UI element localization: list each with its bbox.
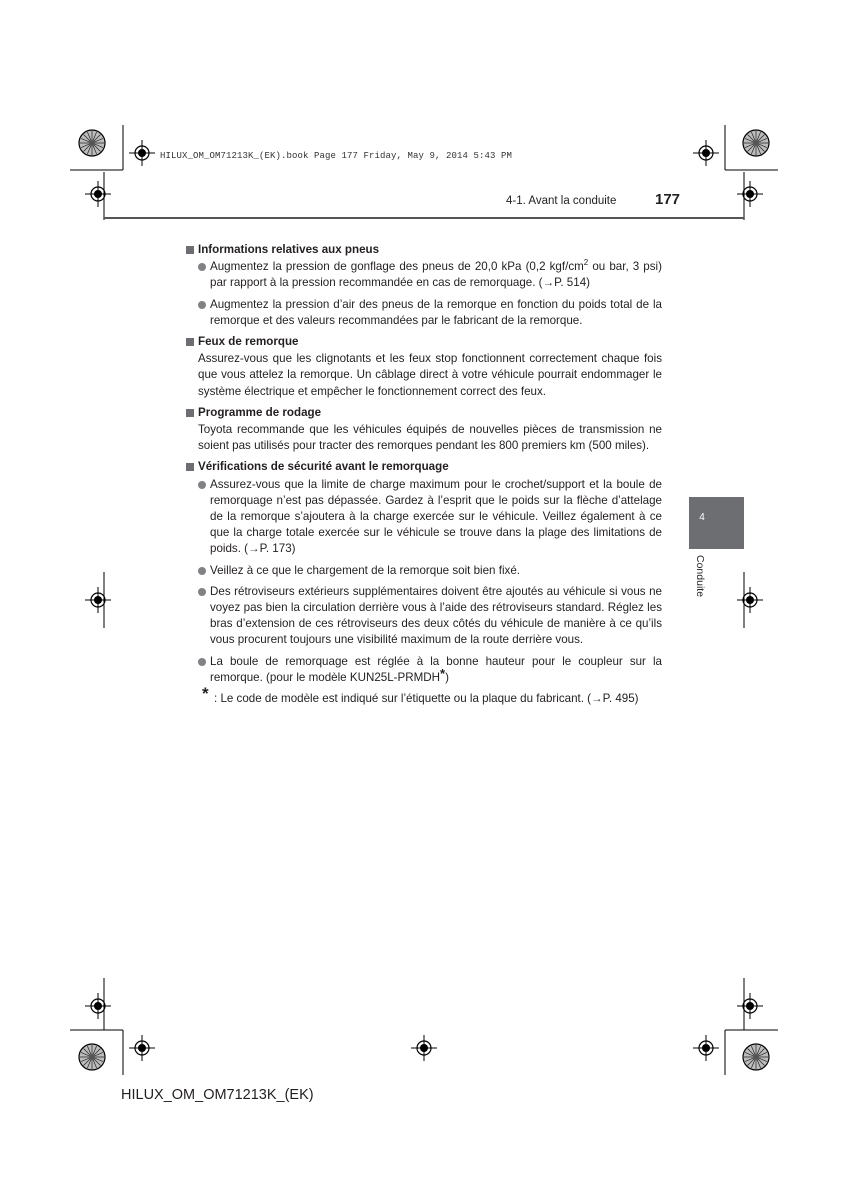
- list-item: Veillez à ce que le chargement de la remorque soit bien fixé.: [186, 563, 662, 579]
- square-bullet-icon: [186, 338, 194, 346]
- chapter-tab-number: 4: [699, 512, 705, 523]
- square-bullet-icon: [186, 463, 194, 471]
- round-bullet-icon: [198, 301, 206, 309]
- registration-wheel-top-left: [79, 130, 105, 156]
- chapter-tab-label-wrap: [690, 555, 714, 615]
- section-heading-tires: Informations relatives aux pneus: [186, 242, 662, 258]
- list-item: Augmentez la pression d’air des pneus de la remorque en fonction du poids total de la remorque et des valeurs recommandées par le fabricant de la remorque.: [186, 297, 662, 329]
- page-number: 177: [655, 191, 681, 208]
- round-bullet-icon: [198, 481, 206, 489]
- registration-wheel-bottom-right: [743, 1044, 769, 1070]
- header-rule: [104, 217, 744, 219]
- section-header: 4-1. Avant la conduite: [506, 195, 617, 207]
- footer-model-code: HILUX_OM_OM71213K_(EK): [121, 1087, 314, 1103]
- round-bullet-icon: [198, 567, 206, 575]
- list-item: Des rétroviseurs extérieurs supplémentaires doivent être ajoutés au véhicule si vous ne voyez pas bien la circulation derrière vous à l’aide des rétroviseurs standard. Réglez les bras d’extension de ces rétroviseurs des deux côtés du véhicule de manière à ce qu’ils vous procurent toujours une visibilité maximum de la route derrière vous.: [186, 584, 662, 649]
- round-bullet-icon: [198, 658, 206, 666]
- section-heading-lights: Feux de remorque: [186, 334, 662, 350]
- chapter-tab: [689, 497, 744, 549]
- section-heading-safety: Vérifications de sécurité avant le remorquage: [186, 459, 662, 475]
- chapter-tab-label: Conduite: [694, 555, 706, 598]
- list-item: Assurez-vous que la limite de charge maximum pour le crochet/support et la boule de remorquage n’est pas dépassée. Gardez à l’esprit que le poids sur la flèche d’attelage de la remorque s’ajoutera à la charge exercée sur le véhicule. Veillez également à ce que la charge totale exercée sur le véhicule se trouve dans la plage des limitations de poids. (→P. 173): [186, 477, 662, 558]
- square-bullet-icon: [186, 246, 194, 254]
- round-bullet-icon: [198, 588, 206, 596]
- registration-wheel-top-right: [743, 130, 769, 156]
- registration-wheel-bottom-left: [79, 1044, 105, 1070]
- footnote-asterisk: *: [202, 684, 209, 704]
- page-content: [186, 238, 662, 707]
- paragraph-breakin: Toyota recommande que les véhicules équipés de nouvelles pièces de transmission ne soient pas utilisés pour tracter des remorques pendant les 800 premiers km (500 miles).: [198, 423, 662, 453]
- list-item: La boule de remorquage est réglée à la bonne hauteur pour le coupleur sur la remorque. (pour le modèle KUN25L-PRMDH*): [186, 654, 662, 686]
- section-heading-breakin: Programme de rodage: [186, 405, 662, 421]
- book-file-info: HILUX_OM_OM71213K_(EK).book Page 177 Friday, May 9, 2014 5:43 PM: [160, 151, 513, 161]
- round-bullet-icon: [198, 263, 206, 271]
- paragraph-lights: Assurez-vous que les clignotants et les feux stop fonctionnent correctement chaque fois que vous attelez la remorque. Un câblage direct à votre véhicule pourrait endommager le système électrique et empêcher le fonctionnement correct des feux.: [198, 352, 662, 398]
- footnote: * : Le code de modèle est indiqué sur l’étiquette ou la plaque du fabricant. (→P. 495): [202, 684, 639, 706]
- square-bullet-icon: [186, 409, 194, 417]
- list-item: Augmentez la pression de gonflage des pneus de 20,0 kPa (0,2 kgf/$cm^2$ ou bar, 3 psi) par rapport à la pression recommandée en cas de remorquage. (→P. 514): [186, 259, 662, 291]
